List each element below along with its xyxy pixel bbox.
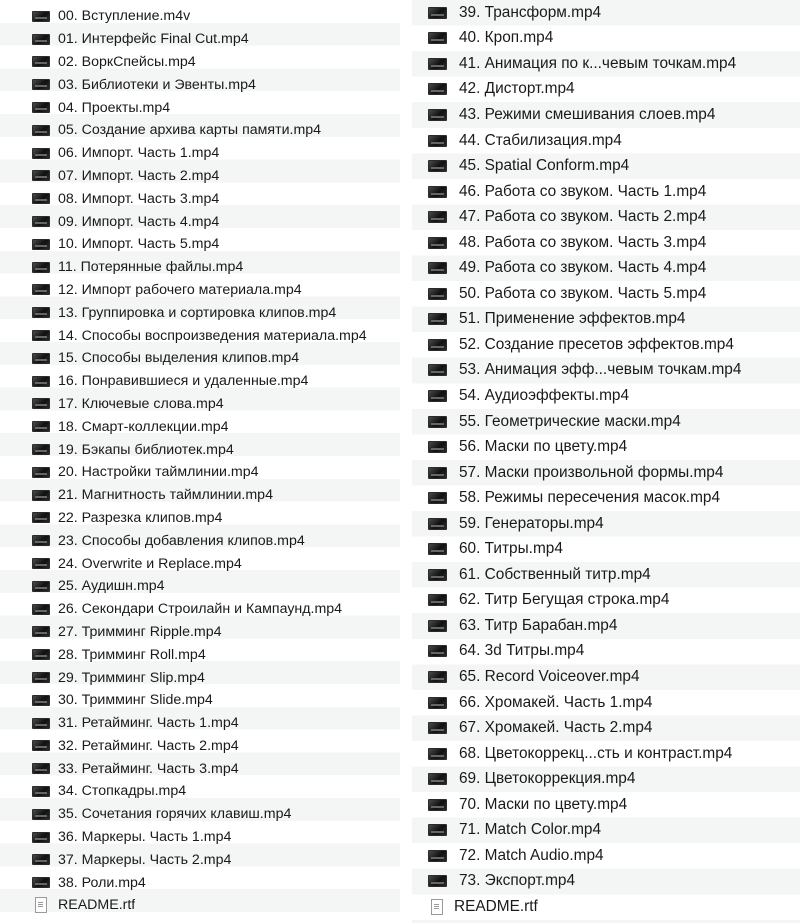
file-name: 02. ВоркСпейсы.mp4	[58, 53, 196, 70]
video-thumbnail-icon	[428, 364, 447, 376]
video-thumbnail-icon	[32, 718, 50, 729]
file-name: 07. Импорт. Часть 2.mp4	[58, 167, 220, 184]
file-name: 24. Overwrite и Replace.mp4	[58, 555, 242, 572]
video-thumbnail-icon	[32, 125, 50, 136]
file-name: 53. Анимация эфф...чевым точкам.mp4	[459, 361, 742, 379]
file-name: 08. Импорт. Часть 3.mp4	[58, 190, 220, 207]
file-list-item[interactable]	[412, 690, 800, 716]
file-list-item[interactable]	[412, 102, 800, 128]
file-list-item[interactable]	[0, 347, 400, 370]
video-thumbnail-icon	[428, 109, 447, 121]
video-thumbnail-icon	[428, 722, 447, 734]
file-list-item[interactable]	[412, 664, 800, 690]
file-name: 10. Импорт. Часть 5.mp4	[58, 236, 220, 253]
video-thumbnail-icon	[32, 11, 50, 22]
video-thumbnail-icon	[428, 160, 447, 172]
file-name: 42. Дисторт.mp4	[459, 80, 575, 98]
file-name: 48. Работа со звуком. Часть 3.mp4	[459, 233, 707, 251]
file-list-item[interactable]	[412, 894, 800, 920]
file-name: 00. Вступление.m4v	[58, 8, 191, 25]
file-name: 19. Бэкапы библиотек.mp4	[58, 441, 234, 458]
file-list-item[interactable]	[412, 562, 800, 588]
file-list-item[interactable]	[412, 26, 800, 52]
video-thumbnail-icon	[428, 186, 447, 198]
video-thumbnail-icon	[32, 467, 50, 478]
file-list-item[interactable]	[412, 766, 800, 792]
video-thumbnail-icon	[32, 353, 50, 364]
file-list-item[interactable]	[0, 96, 400, 119]
video-thumbnail-icon	[32, 307, 50, 318]
file-list-item[interactable]	[0, 393, 400, 416]
video-thumbnail-icon	[32, 763, 50, 774]
file-list-item[interactable]	[412, 818, 800, 844]
video-thumbnail-icon	[32, 239, 50, 250]
video-thumbnail-icon	[428, 441, 447, 453]
file-list-item[interactable]	[412, 51, 800, 77]
file-name: 71. Match Color.mp4	[459, 821, 602, 839]
file-list-item[interactable]	[0, 233, 400, 256]
file-name: 38. Роли.mp4	[58, 874, 146, 891]
file-list-item[interactable]	[0, 575, 400, 598]
file-name: 22. Разрезка клипов.mp4	[58, 509, 223, 526]
file-list-right	[412, 0, 800, 920]
file-list-item[interactable]	[412, 179, 800, 205]
file-name: README.rtf	[454, 897, 538, 915]
file-list-item[interactable]	[0, 119, 400, 142]
file-list-item[interactable]	[0, 757, 400, 780]
file-list-item[interactable]	[0, 666, 400, 689]
file-list-item[interactable]	[412, 536, 800, 562]
file-list-item[interactable]	[0, 848, 400, 871]
file-list-item[interactable]	[0, 735, 400, 758]
file-name: 32. Ретайминг. Часть 2.mp4	[58, 737, 239, 754]
file-name: README.rtf	[58, 897, 136, 914]
file-name: 69. Цветокоррекция.mp4	[459, 770, 636, 788]
file-name: 40. Кроп.mp4	[459, 29, 554, 47]
video-thumbnail-icon	[32, 832, 50, 843]
video-thumbnail-icon	[428, 83, 447, 95]
file-list-item[interactable]	[0, 438, 400, 461]
file-list-item[interactable]	[0, 187, 400, 210]
file-name: 45. Spatial Conform.mp4	[459, 157, 630, 175]
file-name: 06. Импорт. Часть 1.mp4	[58, 145, 220, 162]
file-list-item[interactable]	[0, 165, 400, 188]
video-thumbnail-icon	[428, 799, 447, 811]
file-list-item[interactable]	[412, 843, 800, 869]
video-thumbnail-icon	[428, 875, 447, 887]
file-list-item[interactable]	[0, 529, 400, 552]
file-name: 04. Проекты.mp4	[58, 99, 171, 116]
video-thumbnail-icon	[32, 581, 50, 592]
file-name: 54. Аудиоэффекты.mp4	[459, 386, 630, 404]
file-list-item[interactable]	[412, 204, 800, 230]
video-thumbnail-icon	[428, 339, 447, 351]
file-name: 61. Собственный титр.mp4	[459, 565, 651, 583]
file-list-item[interactable]	[0, 279, 400, 302]
file-name: 39. Трансформ.mp4	[459, 3, 602, 21]
file-list-right-column	[412, 0, 800, 923]
file-list-item[interactable]	[0, 552, 400, 575]
file-name: 44. Стабилизация.mp4	[459, 131, 622, 149]
file-list-item[interactable]	[0, 780, 400, 803]
video-thumbnail-icon	[32, 695, 50, 706]
video-thumbnail-icon	[428, 237, 447, 249]
file-list-item[interactable]	[0, 894, 400, 917]
video-thumbnail-icon	[428, 416, 447, 428]
video-thumbnail-icon	[32, 148, 50, 159]
file-list-item[interactable]	[0, 871, 400, 894]
video-thumbnail-icon	[428, 773, 447, 785]
file-name: 26. Секондари Строилайн и Кампаунд.mp4	[58, 601, 343, 618]
video-thumbnail-icon	[428, 390, 447, 402]
file-name: 55. Геометрические маски.mp4	[459, 412, 681, 430]
file-list-item[interactable]	[0, 370, 400, 393]
file-name: 66. Хромакей. Часть 1.mp4	[459, 693, 653, 711]
file-name: 60. Титры.mp4	[459, 540, 563, 558]
file-list-item[interactable]	[412, 639, 800, 665]
video-thumbnail-icon	[32, 102, 50, 113]
file-name: 21. Магнитность таймлинии.mp4	[58, 487, 273, 504]
video-thumbnail-icon	[428, 467, 447, 479]
file-name: 18. Смарт-коллекции.mp4	[58, 418, 229, 435]
file-list-item[interactable]	[0, 803, 400, 826]
file-name: 14. Способы воспроизведения материала.mp4	[58, 327, 367, 344]
video-thumbnail-icon	[32, 809, 50, 820]
file-list-item[interactable]	[0, 712, 400, 735]
file-list-item[interactable]	[0, 643, 400, 666]
file-name: 68. Цветокоррекц...сть и контраст.mp4	[459, 744, 733, 762]
video-thumbnail-icon	[428, 620, 447, 632]
file-list-item[interactable]	[0, 256, 400, 279]
file-list-item[interactable]	[412, 511, 800, 537]
video-thumbnail-icon	[32, 672, 50, 683]
video-thumbnail-icon	[32, 262, 50, 273]
file-list-item[interactable]	[412, 715, 800, 741]
file-list-item[interactable]	[412, 460, 800, 486]
video-thumbnail-icon	[32, 740, 50, 751]
file-name: 36. Маркеры. Часть 1.mp4	[58, 829, 232, 846]
file-list-item[interactable]	[412, 281, 800, 307]
video-thumbnail-icon	[32, 626, 50, 637]
file-list-item[interactable]	[0, 324, 400, 347]
file-list-item[interactable]	[0, 301, 400, 324]
video-thumbnail-icon	[32, 604, 50, 615]
file-name: 31. Ретайминг. Часть 1.mp4	[58, 715, 239, 732]
video-thumbnail-icon	[428, 671, 447, 683]
file-name: 27. Тримминг Ripple.mp4	[58, 623, 222, 640]
video-thumbnail-icon	[32, 854, 50, 865]
video-thumbnail-icon	[32, 79, 50, 90]
file-list-item[interactable]	[0, 826, 400, 849]
file-list-item[interactable]	[0, 484, 400, 507]
file-list-item[interactable]	[412, 77, 800, 103]
file-list-item[interactable]	[412, 792, 800, 818]
video-thumbnail-icon	[32, 56, 50, 67]
file-list-item[interactable]	[0, 689, 400, 712]
video-thumbnail-icon	[428, 748, 447, 760]
file-name: 73. Экспорт.mp4	[459, 872, 576, 890]
file-name: 28. Тримминг Roll.mp4	[58, 646, 206, 663]
file-list-left	[0, 0, 400, 917]
video-thumbnail-icon	[32, 193, 50, 204]
video-thumbnail-icon	[32, 649, 50, 660]
file-name: 09. Импорт. Часть 4.mp4	[58, 213, 220, 230]
video-thumbnail-icon	[428, 850, 447, 862]
file-list-item[interactable]	[412, 230, 800, 256]
video-thumbnail-icon	[32, 786, 50, 797]
video-thumbnail-icon	[428, 7, 447, 19]
file-name: 11. Потерянные файлы.mp4	[58, 259, 244, 276]
video-thumbnail-icon	[32, 376, 50, 387]
video-thumbnail-icon	[428, 543, 447, 555]
file-name: 64. 3d Титры.mp4	[459, 642, 585, 660]
file-name: 35. Сочетания горячих клавиш.mp4	[58, 806, 292, 823]
file-list-item[interactable]	[412, 307, 800, 333]
file-list-item[interactable]	[412, 588, 800, 614]
file-list-item[interactable]	[412, 358, 800, 384]
video-thumbnail-icon	[428, 518, 447, 530]
video-thumbnail-icon	[428, 58, 447, 70]
file-name: 65. Record Voiceover.mp4	[459, 667, 640, 685]
file-name: 15. Способы выделения клипов.mp4	[58, 350, 300, 367]
file-name: 52. Создание пресетов эффектов.mp4	[459, 335, 734, 353]
video-thumbnail-icon	[32, 490, 50, 501]
file-name: 16. Понравившиеся и удаленные.mp4	[58, 373, 309, 390]
video-thumbnail-icon	[428, 697, 447, 709]
video-thumbnail-icon	[428, 492, 447, 504]
file-name: 17. Ключевые слова.mp4	[58, 395, 224, 412]
file-list-item[interactable]	[0, 415, 400, 438]
file-list-item[interactable]	[412, 409, 800, 435]
file-list-item[interactable]	[0, 73, 400, 96]
file-name: 30. Тримминг Slide.mp4	[58, 692, 213, 709]
file-name: 51. Применение эффектов.mp4	[459, 310, 686, 328]
video-thumbnail-icon	[428, 211, 447, 223]
video-thumbnail-icon	[32, 558, 50, 569]
file-name: 12. Импорт рабочего материала.mp4	[58, 281, 302, 298]
file-list-item[interactable]	[412, 485, 800, 511]
file-list-item[interactable]	[0, 507, 400, 530]
video-thumbnail-icon	[32, 284, 50, 295]
file-name: 13. Группировка и сортировка клипов.mp4	[58, 304, 337, 321]
file-name: 67. Хромакей. Часть 2.mp4	[459, 719, 653, 737]
file-name: 57. Маски произвольной формы.mp4	[459, 463, 724, 481]
video-thumbnail-icon	[428, 569, 447, 581]
video-thumbnail-icon	[32, 34, 50, 45]
file-name: 56. Маски по цвету.mp4	[459, 438, 628, 456]
file-name: 70. Маски по цвету.mp4	[459, 795, 628, 813]
video-thumbnail-icon	[32, 535, 50, 546]
video-thumbnail-icon	[32, 877, 50, 888]
video-thumbnail-icon	[32, 330, 50, 341]
file-list-item[interactable]	[412, 741, 800, 767]
file-name: 23. Способы добавления клипов.mp4	[58, 532, 305, 549]
file-name: 25. Аудишн.mp4	[58, 578, 165, 595]
file-list-item[interactable]	[0, 5, 400, 28]
file-list-item[interactable]	[0, 51, 400, 74]
file-name: 63. Титр Барабан.mp4	[459, 616, 618, 634]
file-name: 03. Библиотеки и Эвенты.mp4	[58, 76, 256, 93]
file-name: 49. Работа со звуком. Часть 4.mp4	[459, 259, 707, 277]
file-list-item[interactable]	[412, 332, 800, 358]
rtf-document-icon	[35, 897, 47, 913]
file-name: 58. Режимы пересечения масок.mp4	[459, 489, 721, 507]
video-thumbnail-icon	[32, 444, 50, 455]
video-thumbnail-icon	[428, 645, 447, 657]
file-list-item[interactable]	[412, 128, 800, 154]
file-list-item[interactable]	[412, 255, 800, 281]
file-name: 20. Настройки таймлинии.mp4	[58, 464, 259, 481]
video-thumbnail-icon	[428, 262, 447, 274]
file-list-item[interactable]	[0, 142, 400, 165]
video-thumbnail-icon	[428, 288, 447, 300]
file-list-item[interactable]	[412, 153, 800, 179]
file-list-item[interactable]	[412, 869, 800, 895]
file-name: 50. Работа со звуком. Часть 5.mp4	[459, 284, 707, 302]
file-name: 37. Маркеры. Часть 2.mp4	[58, 851, 232, 868]
file-name: 47. Работа со звуком. Часть 2.mp4	[459, 208, 707, 226]
video-thumbnail-icon	[32, 170, 50, 181]
file-list-item[interactable]	[0, 598, 400, 621]
file-list-item[interactable]	[0, 461, 400, 484]
file-list-item[interactable]	[412, 613, 800, 639]
video-thumbnail-icon	[32, 216, 50, 227]
file-name: 41. Анимация по к...чевым точкам.mp4	[459, 54, 737, 72]
file-name: 05. Создание архива карты памяти.mp4	[58, 122, 322, 139]
rtf-document-icon	[431, 899, 443, 915]
file-name: 29. Тримминг Slip.mp4	[58, 669, 205, 686]
file-list-item[interactable]	[0, 28, 400, 51]
video-thumbnail-icon	[428, 135, 447, 147]
file-list-item[interactable]	[0, 621, 400, 644]
file-list-item[interactable]	[412, 0, 800, 26]
file-list-item[interactable]	[412, 434, 800, 460]
video-thumbnail-icon	[428, 313, 447, 325]
file-name: 62. Титр Бегущая строка.mp4	[459, 591, 670, 609]
video-thumbnail-icon	[32, 421, 50, 432]
file-name: 72. Match Audio.mp4	[459, 846, 604, 864]
video-thumbnail-icon	[428, 594, 447, 606]
file-name: 59. Генераторы.mp4	[459, 514, 604, 532]
file-name: 01. Интерфейс Final Cut.mp4	[58, 31, 249, 48]
video-thumbnail-icon	[428, 32, 447, 44]
file-name: 33. Ретайминг. Часть 3.mp4	[58, 760, 239, 777]
video-thumbnail-icon	[428, 824, 447, 836]
file-list-item[interactable]	[0, 210, 400, 233]
file-name: 43. Режими смешивания слоев.mp4	[459, 105, 716, 123]
file-name: 34. Стопкадры.mp4	[58, 783, 187, 800]
file-name: 46. Работа со звуком. Часть 1.mp4	[459, 182, 707, 200]
file-list-item[interactable]	[412, 383, 800, 409]
video-thumbnail-icon	[32, 512, 50, 523]
video-thumbnail-icon	[32, 398, 50, 409]
